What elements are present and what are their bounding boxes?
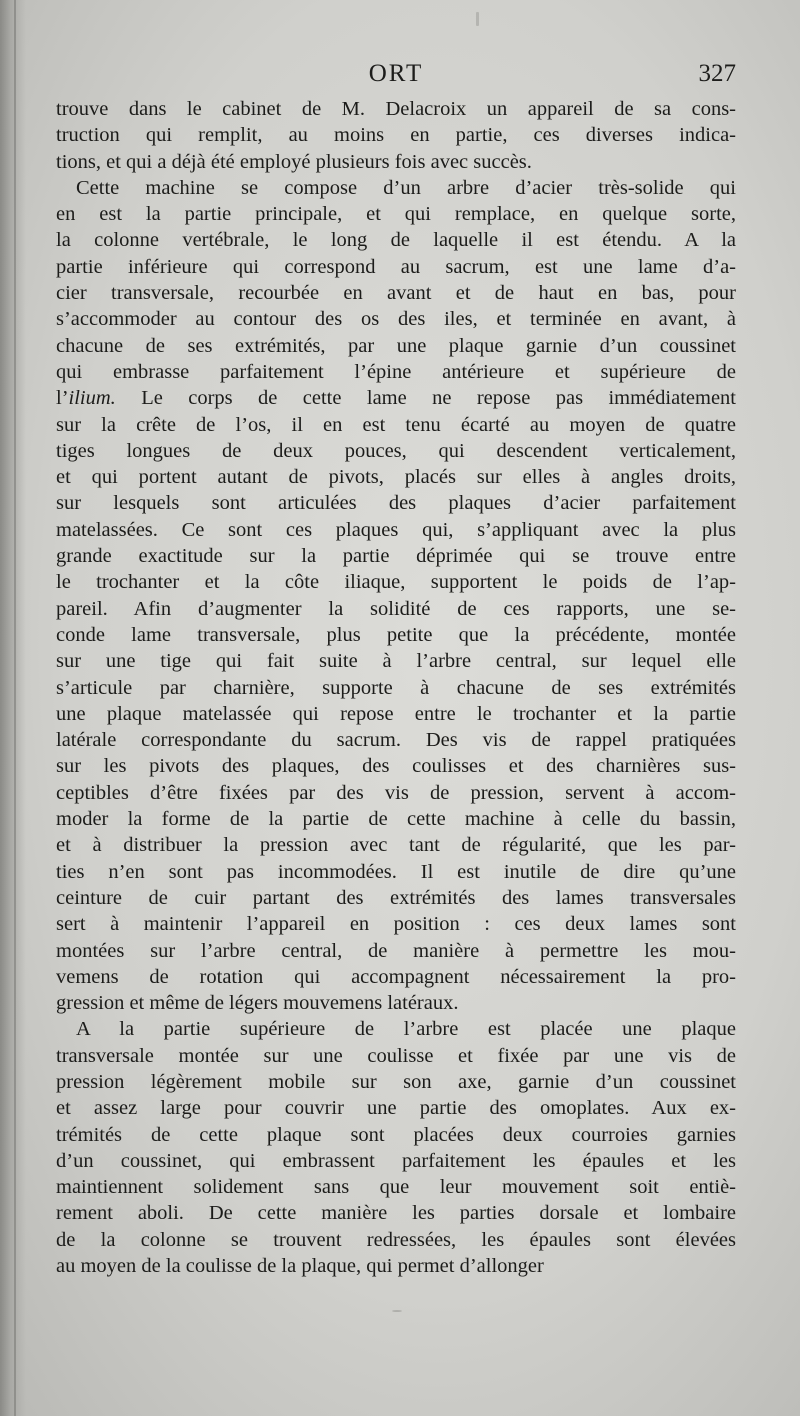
text-line: rement aboli. De cette manière les parties dorsale et lombaire xyxy=(56,1202,736,1225)
text-line: moder la forme de la partie de cette machine à celle du bassin, xyxy=(56,808,736,831)
text-line: partie inférieure qui correspond au sacrum, est une lame d’a- xyxy=(56,255,736,278)
text-line: montées sur l’arbre central, de manière à permettre les mou- xyxy=(56,939,736,962)
body-text xyxy=(56,96,736,1279)
text-line: conde lame transversale, plus petite que la précédente, montée xyxy=(56,623,736,646)
text-line: gression et même de légers mouvemens latéraux. xyxy=(56,992,459,1015)
text-line: chacune de ses extrémités, par une plaque garnie d’un coussinet xyxy=(56,334,736,357)
text-line: trémités de cette plaque sont placées deux courroies garnies xyxy=(56,1123,736,1146)
text-line: la colonne vertébrale, le long de laquelle il est étendu. A la xyxy=(56,229,736,252)
text-line: pareil. Afin d’augmenter la solidité de ces rapports, une se- xyxy=(56,597,736,620)
text-line: truction qui remplit, au moins en partie, ces diverses indica- xyxy=(56,124,736,147)
text-line: au moyen de la coulisse de la plaque, qui permet d’allonger xyxy=(56,1255,544,1278)
text-line: qui embrasse parfaitement l’épine antérieure et supérieure de xyxy=(56,360,736,383)
text-line: pression légèrement mobile sur son axe, garnie d’un coussinet xyxy=(56,1070,736,1093)
text-line: ceptibles d’être fixées par des vis de pression, servent à accom- xyxy=(56,781,736,804)
running-head xyxy=(56,60,736,94)
text-line: en est la partie principale, et qui remplace, en quelque sorte, xyxy=(56,203,736,226)
text-line: et à distribuer la pression avec tant de régularité, que les par- xyxy=(56,834,736,857)
running-head-title: ORT xyxy=(368,60,424,87)
paper-speck xyxy=(476,12,479,26)
text-line: s’accommoder au contour des os des iles, et terminée en avant, à xyxy=(56,308,736,331)
text-line: vemens de rotation qui accompagnent nécessairement la pro- xyxy=(56,965,736,988)
text-line: latérale correspondante du sacrum. Des vis de rappel pratiquées xyxy=(56,729,736,752)
text-line: d’un coussinet, qui embrassent parfaitement les épaules et les xyxy=(56,1149,736,1172)
text-line: matelassées. Ce sont ces plaques qui, s’appliquant avec la plus xyxy=(56,518,736,541)
text-line: Cette machine se compose d’un arbre d’acier très-solide qui xyxy=(76,176,736,199)
text-line: cier transversale, recourbée en avant et de haut en bas, pour xyxy=(56,282,736,305)
text-line: tiges longues de deux pouces, qui descendent verticalement, xyxy=(56,439,736,462)
text-line: ceinture de cuir partant des extrémités des lames transversales xyxy=(56,886,736,909)
text-line: maintiennent solidement sans que leur mouvement soit entiè- xyxy=(56,1176,736,1199)
text-line: ties n’en sont pas incommodées. Il est inutile de dire qu’une xyxy=(56,860,736,883)
text-line: sur les pivots des plaques, des coulisses et des charnières sus- xyxy=(56,755,736,778)
text-line: et assez large pour couvrir une partie des omoplates. Aux ex- xyxy=(56,1097,736,1120)
text-line: grande exactitude sur la partie déprimée qui se trouve entre xyxy=(56,545,736,568)
text-line: sur la crête de l’os, il en est tenu écarté au moyen de quatre xyxy=(56,413,736,436)
text-line: et qui portent autant de pivots, placés sur elles à angles droits, xyxy=(56,466,736,489)
text-line: sert à maintenir l’appareil en position : ces deux lames sont xyxy=(56,913,736,936)
text-line: tions, et qui a déjà été employé plusieurs fois avec succès. xyxy=(56,150,532,173)
text-line: de la colonne se trouvent redressées, les épaules sont élevées xyxy=(56,1228,736,1251)
text-line: sur une tige qui fait suite à l’arbre central, sur lequel elle xyxy=(56,650,736,673)
text-line: transversale montée sur une coulisse et fixée par une vis de xyxy=(56,1044,736,1067)
text-line: A la partie supérieure de l’arbre est placée une plaque xyxy=(76,1018,736,1041)
text-line: s’articule par charnière, supporte à chacune de ses extrémités xyxy=(56,676,736,699)
text-line: trouve dans le cabinet de M. Delacroix un appareil de sa cons- xyxy=(56,98,736,120)
text-line: le trochanter et la côte iliaque, supportent le poids de l’ap- xyxy=(56,571,736,594)
page-gutter-shadow xyxy=(0,0,26,1416)
text-line: l’ilium. Le corps de cette lame ne repose pas immédiatement xyxy=(56,387,736,410)
text-line: sur lesquels sont articulées des plaques d’acier parfaitement xyxy=(56,492,736,515)
page-number: 327 xyxy=(698,60,736,87)
text-line: une plaque matelassée qui repose entre le trochanter et la partie xyxy=(56,702,736,725)
italic-term: ilium. xyxy=(68,387,116,410)
paper-speck xyxy=(392,1310,402,1312)
page-gutter-line xyxy=(14,0,16,1416)
